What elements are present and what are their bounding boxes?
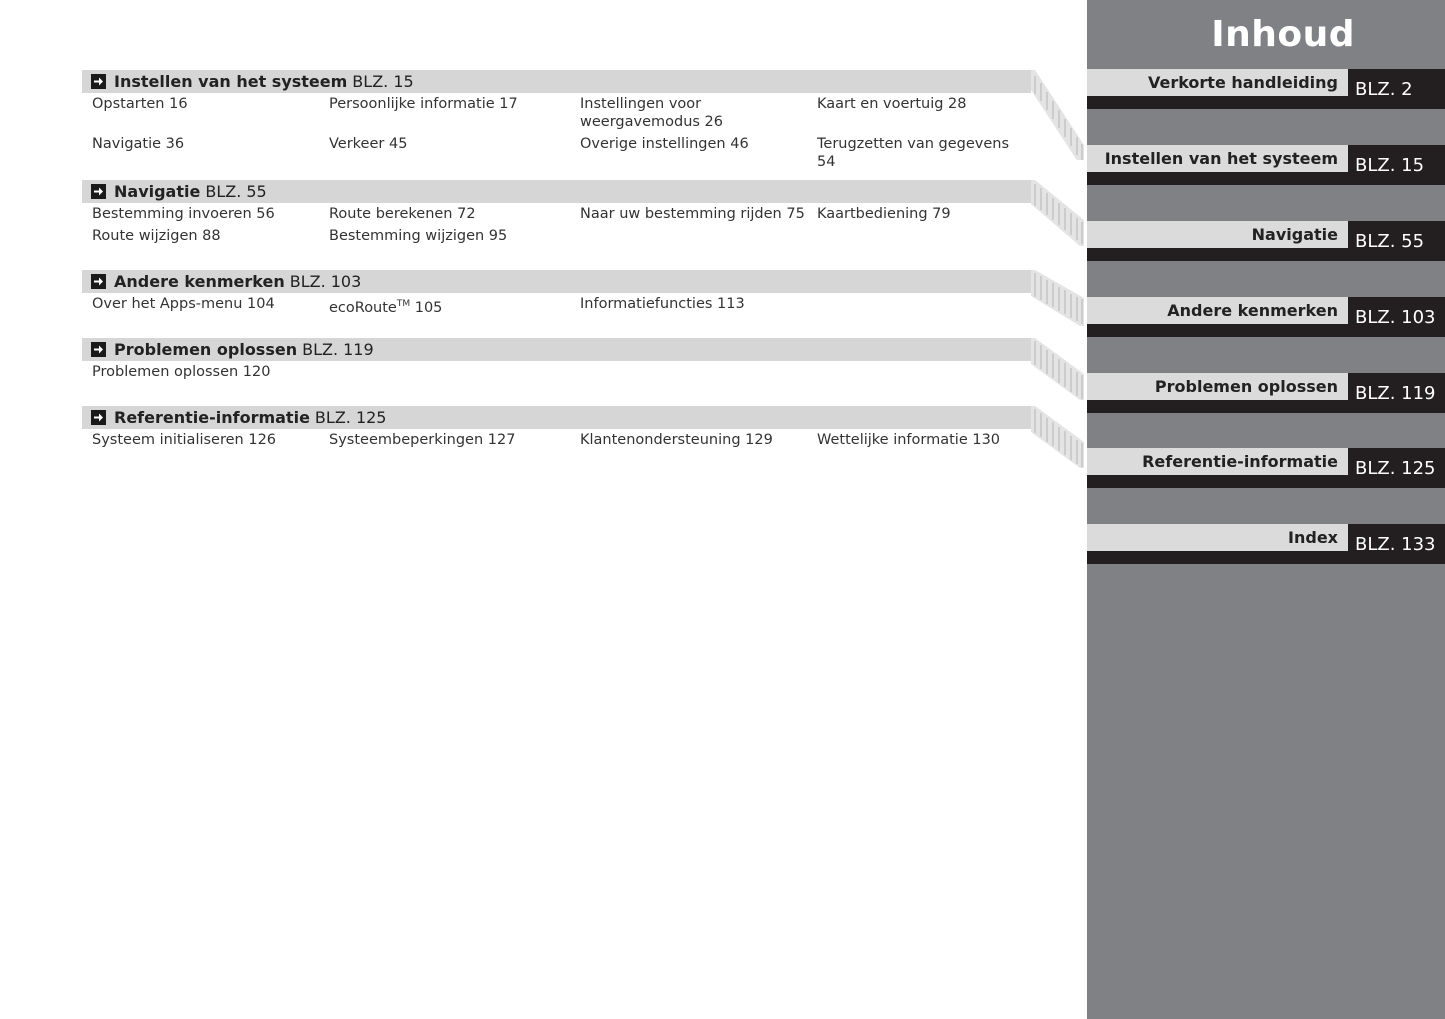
toc-link-ecoroute[interactable]: [329, 295, 442, 317]
section-title: Navigatie: [114, 182, 201, 201]
toc-link[interactable]: Wettelijke informatie 130: [817, 432, 1001, 448]
tab-label: Index: [1087, 524, 1348, 551]
arrow-right-icon: [91, 274, 106, 289]
section-items: [82, 293, 1031, 318]
toc-link[interactable]: Systeembeperkingen 127: [329, 432, 516, 448]
tab-strip: [1087, 172, 1348, 185]
tab-page: BLZ. 119: [1348, 373, 1445, 413]
section-page: BLZ. 119: [302, 340, 374, 359]
section-items: [82, 361, 1031, 386]
arrow-right-icon: [91, 410, 106, 425]
toc-link[interactable]: Kaart en voertuig 28: [817, 96, 967, 112]
trademark-mark: TM: [396, 299, 411, 309]
toc-link[interactable]: Systeem initialiseren 126: [92, 432, 277, 448]
section-header[interactable]: [82, 406, 1031, 429]
tab-verkorte-handleiding[interactable]: [1087, 69, 1445, 109]
tab-page: BLZ. 55: [1348, 221, 1445, 261]
tab-label: Andere kenmerken: [1087, 297, 1348, 324]
tab-connector: [1031, 406, 1084, 468]
tab-connector: [1031, 180, 1084, 246]
toc-link[interactable]: Persoonlijke informatie 17: [329, 96, 518, 112]
arrow-right-icon: [91, 184, 106, 199]
section-header[interactable]: [82, 338, 1031, 361]
ecoroute-label: ecoRoute: [329, 299, 397, 316]
tab-page: BLZ. 103: [1348, 297, 1445, 337]
tab-problemen-oplossen[interactable]: [1087, 373, 1445, 413]
section-title: Andere kenmerken: [114, 272, 285, 291]
tab-label: Instellen van het systeem: [1087, 145, 1348, 172]
tab-navigatie[interactable]: [1087, 221, 1445, 261]
tab-strip: [1087, 475, 1348, 488]
toc-link[interactable]: Route berekenen 72: [329, 206, 476, 222]
toc-link[interactable]: Naar uw bestemming rijden 75: [580, 206, 805, 222]
section-title: Problemen oplossen: [114, 340, 298, 359]
toc-link[interactable]: Instellingen voor: [580, 96, 702, 112]
section-header[interactable]: [82, 270, 1031, 293]
tab-andere-kenmerken[interactable]: [1087, 297, 1445, 337]
section-instellen: [82, 70, 1084, 170]
section-navigatie: [82, 180, 1084, 246]
section-andere: [82, 270, 1084, 326]
tab-strip: [1087, 248, 1348, 261]
tab-referentie-informatie[interactable]: [1087, 448, 1445, 488]
section-page: BLZ. 125: [314, 408, 387, 427]
tab-connector: [1031, 270, 1084, 326]
toc-link[interactable]: Klantenondersteuning 129: [580, 432, 773, 448]
toc-link[interactable]: Bestemming wijzigen 95: [329, 228, 508, 244]
toc-link[interactable]: Kaartbediening 79: [817, 206, 951, 222]
tab-label: Referentie-informatie: [1087, 448, 1348, 475]
section-page: BLZ. 103: [289, 272, 362, 291]
tab-label: Verkorte handleiding: [1087, 69, 1348, 96]
tab-strip: [1087, 551, 1348, 564]
toc-link[interactable]: Opstarten 16: [92, 96, 188, 112]
section-header[interactable]: [82, 180, 1031, 203]
section-referentie: [82, 406, 1084, 468]
toc-link[interactable]: Bestemming invoeren 56: [92, 206, 275, 222]
section-items: [82, 203, 1031, 246]
section-items: [82, 429, 1031, 454]
tab-label: Navigatie: [1087, 221, 1348, 248]
tab-strip: [1087, 96, 1348, 109]
toc-link[interactable]: Route wijzigen 88: [92, 228, 221, 244]
tab-connector: [1031, 70, 1084, 160]
tab-connector: [1031, 338, 1084, 400]
toc-link[interactable]: Navigatie 36: [92, 136, 185, 152]
contents-sidebar: [1087, 0, 1445, 1019]
section-items: [82, 93, 1031, 170]
section-title: Instellen van het systeem: [114, 72, 348, 91]
toc-link[interactable]: Overige instellingen 46: [580, 136, 749, 152]
tab-page: BLZ. 125: [1348, 448, 1445, 488]
toc-link[interactable]: Problemen oplossen 120: [92, 364, 271, 380]
toc-link[interactable]: Informatiefuncties 113: [580, 296, 745, 312]
toc-link[interactable]: Over het Apps-menu 104: [92, 296, 275, 312]
tab-strip: [1087, 400, 1348, 413]
arrow-right-icon: [91, 74, 106, 89]
section-header[interactable]: [82, 70, 1031, 93]
tab-page: BLZ. 2: [1348, 69, 1445, 109]
tab-index[interactable]: [1087, 524, 1445, 564]
section-page: BLZ. 55: [205, 182, 267, 201]
section-page: BLZ. 15: [352, 72, 414, 91]
section-title: Referentie-informatie: [114, 408, 310, 427]
tab-strip: [1087, 324, 1348, 337]
toc-link[interactable]: weergavemodus 26: [580, 114, 724, 130]
section-problemen: [82, 338, 1084, 400]
toc-link[interactable]: Verkeer 45: [329, 136, 408, 152]
tab-instellen[interactable]: [1087, 145, 1445, 185]
ecoroute-page: 105: [410, 299, 443, 316]
tab-page: BLZ. 15: [1348, 145, 1445, 185]
tab-label: Problemen oplossen: [1087, 373, 1348, 400]
tab-page: BLZ. 133: [1348, 524, 1445, 564]
toc-link[interactable]: Terugzetten van gegevens 54: [817, 136, 1010, 170]
page-title: Inhoud: [1211, 14, 1355, 55]
arrow-right-icon: [91, 342, 106, 357]
